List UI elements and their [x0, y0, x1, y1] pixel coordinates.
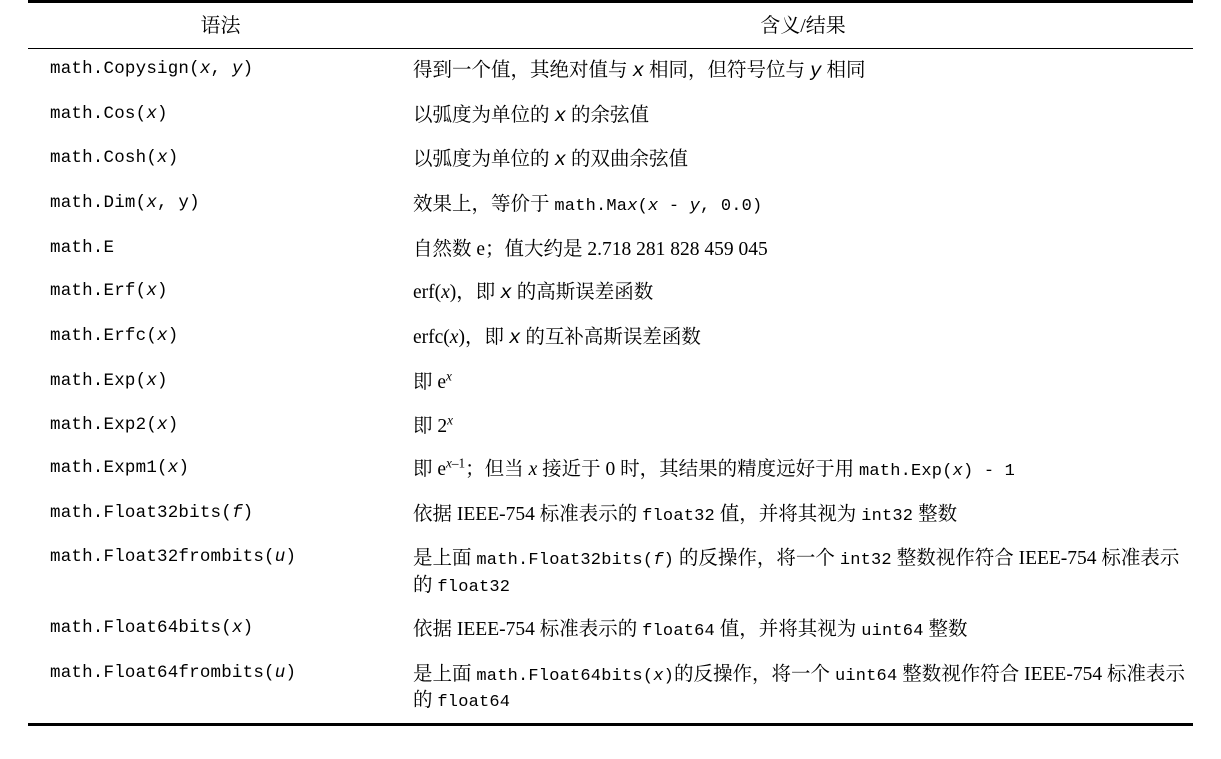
table-row	[28, 653, 1193, 725]
cell-meaning: 自然数 e；值大约是 2.718 281 828 459 045	[413, 238, 768, 260]
cell-syntax: math.Exp(x)	[50, 370, 168, 391]
cell-meaning: 是上面 math.Float32bits(f) 的反操作，将一个 int32 整数视作符合 IEEE-754 标准表示的 float32	[413, 548, 1180, 597]
table-head	[28, 2, 1193, 49]
table-row	[28, 405, 1193, 449]
table-row	[28, 138, 1193, 183]
cell-meaning: 效果上，等价于 math.Max(x - y, 0.0)	[413, 194, 763, 217]
table-body	[28, 49, 1193, 725]
cell-syntax: math.Exp2(x)	[50, 414, 179, 435]
cell-meaning: erf(x)，即 x 的高斯误差函数	[413, 282, 654, 305]
table-row	[28, 316, 1193, 361]
cell-meaning: 是上面 math.Float64bits(x)的反操作，将一个 uint64 整数视作符合 IEEE-754 标准表示的 float64	[413, 663, 1185, 712]
cell-meaning: 依据 IEEE-754 标准表示的 float64 值，并将其视为 uint64 整数	[413, 619, 968, 642]
table-row	[28, 94, 1193, 139]
table-row	[28, 271, 1193, 316]
math-functions-table	[28, 0, 1193, 726]
cell-syntax: math.E	[50, 237, 115, 258]
cell-meaning: 得到一个值，其绝对值与 x 相同，但符号位与 y 相同	[413, 60, 866, 82]
cell-syntax: math.Expm1(x)	[50, 458, 190, 479]
cell-syntax: math.Erfc(x)	[50, 326, 179, 347]
cell-syntax: math.Float64bits(x)	[50, 618, 254, 639]
cell-meaning: erfc(x)，即 x 的互补高斯误差函数	[413, 327, 701, 350]
table-row	[28, 608, 1193, 652]
cell-syntax: math.Cos(x)	[50, 103, 168, 124]
cell-meaning: 以弧度为单位的 x 的余弦值	[413, 104, 649, 127]
table-row	[28, 448, 1193, 492]
cell-syntax: math.Float32frombits(u)	[50, 547, 297, 568]
cell-syntax: math.Cosh(x)	[50, 148, 179, 169]
column-header-meaning: 含义/结果	[760, 15, 846, 37]
cell-syntax: math.Float64frombits(u)	[50, 662, 297, 683]
cell-meaning: 即 2$^x$	[413, 412, 454, 437]
table-header-row	[28, 2, 1193, 49]
table-row	[28, 361, 1193, 405]
table-row	[28, 493, 1193, 537]
cell-meaning: 以弧度为单位的 x 的双曲余弦值	[413, 149, 688, 172]
cell-syntax: math.Dim(x, y)	[50, 193, 200, 214]
table-row	[28, 537, 1193, 608]
cell-meaning: 依据 IEEE-754 标准表示的 float32 值，并将其视为 int32 整数	[413, 503, 958, 526]
cell-syntax: math.Float32bits(f)	[50, 502, 254, 523]
cell-meaning: 即 $e^x$	[413, 368, 452, 393]
cell-syntax: math.Copysign(x, y)	[50, 59, 254, 79]
table-row	[28, 183, 1193, 227]
table-row	[28, 49, 1193, 94]
column-header-syntax: 语法	[200, 15, 241, 37]
cell-syntax: math.Erf(x)	[50, 281, 168, 302]
cell-meaning: 即 $e^{x-1}$；但当 x 接近于 0 时，其结果的精度远好于用 math.Exp(x) - 1	[413, 455, 1016, 482]
table-row	[28, 228, 1193, 272]
